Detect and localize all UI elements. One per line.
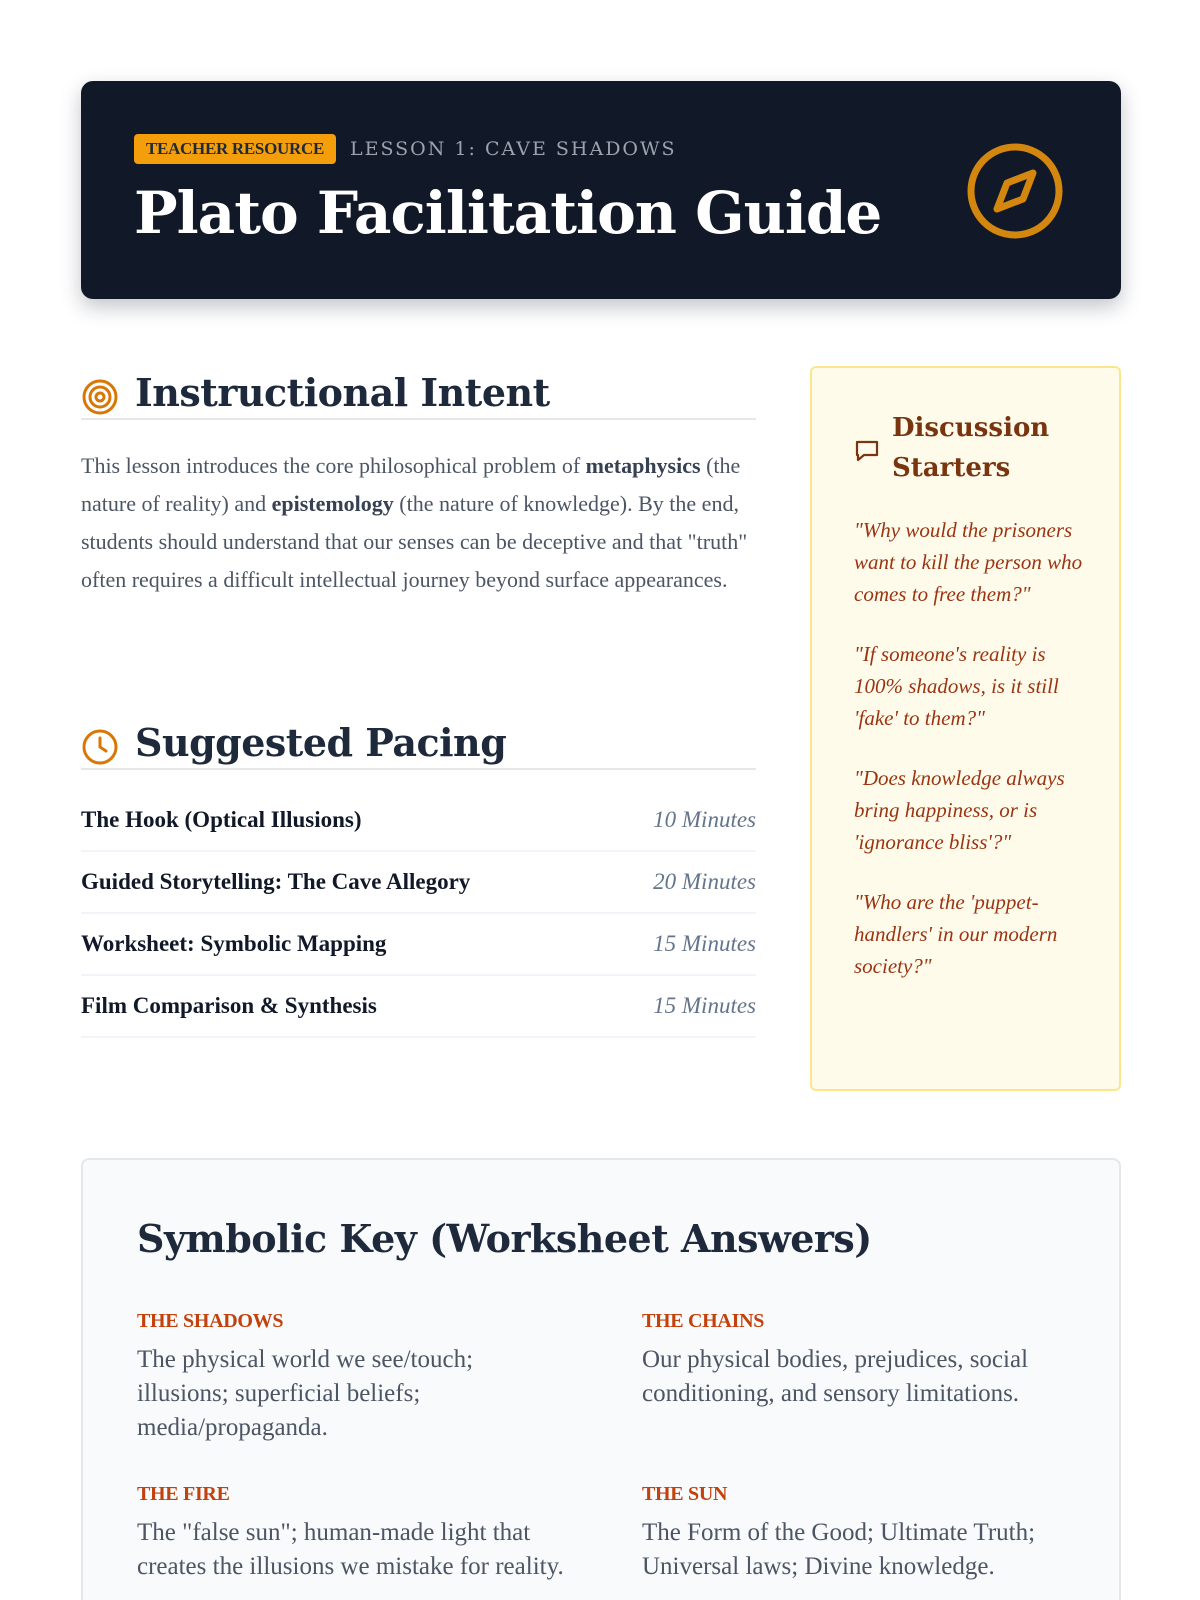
discussion-quotes <box>854 514 1094 1010</box>
pacing-activity: The Hook (Optical Illusions) <box>81 807 362 832</box>
pacing-duration: 10 Minutes <box>653 807 756 832</box>
lesson-label: LESSON 1: CAVE SHADOWS <box>349 138 677 160</box>
pacing-duration: 15 Minutes <box>653 931 756 956</box>
pacing-duration: 15 Minutes <box>653 993 756 1018</box>
pacing-row <box>81 852 756 914</box>
symbolic-key-heading: Symbolic Key (Worksheet Answers) <box>137 1216 872 1261</box>
key-description: The Form of the Good; Ultimate Truth; Universal laws; Divine knowledge. <box>642 1519 1036 1580</box>
clock-icon <box>81 728 119 766</box>
pacing-list <box>81 790 756 1038</box>
intent-text-part: (the nature of knowledge). By the end, students should understand that our senses can be deceptive and that "truth" often requires a difficult intellectual journey beyond surface appearances. <box>81 491 748 592</box>
key-description: The physical world we see/touch; illusions; superficial beliefs; media/propaganda. <box>137 1346 474 1441</box>
symbolic-key-card <box>81 1158 1121 1600</box>
intent-heading: Instructional Intent <box>135 370 550 415</box>
target-icon <box>81 378 119 416</box>
header-banner <box>81 81 1121 299</box>
intent-text-part: This lesson introduces the core philosophical problem of <box>81 453 586 478</box>
intent-paragraph <box>81 447 771 599</box>
chat-bubble-icon <box>854 438 880 464</box>
pacing-activity: Film Comparison & Synthesis <box>81 993 377 1018</box>
teacher-resource-badge: TEACHER RESOURCE <box>134 134 336 164</box>
pacing-row <box>81 976 756 1038</box>
key-description: The "false sun"; human-made light that creates the illusions we mistake for reality. <box>137 1519 564 1580</box>
discussion-heading: Discussion Starters <box>892 413 1050 483</box>
pacing-activity: Guided Storytelling: The Cave Allegory <box>81 869 471 894</box>
key-label: THE FIRE <box>137 1483 230 1505</box>
pacing-activity: Worksheet: Symbolic Mapping <box>81 931 387 956</box>
pacing-row <box>81 790 756 852</box>
compass-icon <box>965 141 1065 241</box>
intent-section-heading <box>81 370 756 420</box>
intent-text-part: (the nature of reality) and <box>81 453 741 516</box>
discussion-quote: "If someone's reality is 100% shadows, is it still 'fake' to them?" <box>854 642 1059 730</box>
key-description: Our physical bodies, prejudices, social conditioning, and sensory limitations. <box>642 1346 1029 1407</box>
key-label: THE SUN <box>642 1483 728 1505</box>
key-item-chains <box>642 1310 1072 1411</box>
pacing-heading: Suggested Pacing <box>135 720 507 765</box>
key-label: THE SHADOWS <box>137 1310 284 1332</box>
page-title: Plato Facilitation Guide <box>134 179 882 247</box>
intent-term-epistemology: epistemology <box>271 491 394 516</box>
header-meta <box>134 134 677 164</box>
discussion-quote: "Why would the prisoners want to kill the person who comes to free them?" <box>854 518 1083 606</box>
pacing-duration: 20 Minutes <box>653 869 756 894</box>
key-item-fire <box>137 1483 567 1584</box>
key-item-sun <box>642 1483 1072 1584</box>
key-label: THE CHAINS <box>642 1310 765 1332</box>
discussion-starters-box <box>810 366 1121 1091</box>
key-item-shadows <box>137 1310 567 1445</box>
intent-term-metaphysics: metaphysics <box>585 453 701 478</box>
discussion-quote: "Who are the 'puppet-handlers' in our modern society?" <box>854 890 1058 978</box>
discussion-quote: "Does knowledge always bring happiness, or is 'ignorance bliss'?" <box>854 766 1065 854</box>
pacing-section-heading <box>81 720 756 770</box>
pacing-row <box>81 914 756 976</box>
